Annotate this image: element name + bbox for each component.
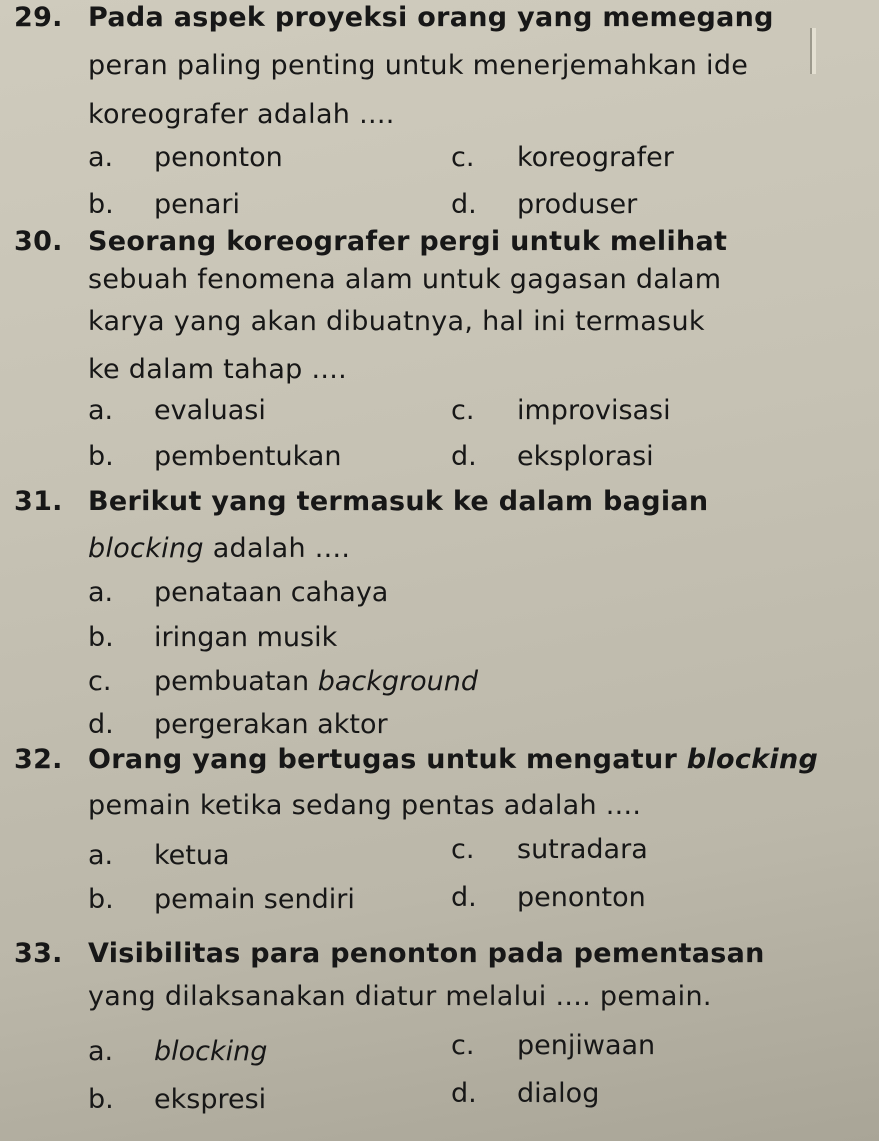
question-text-line: Berikut yang termasuk ke dalam bagian xyxy=(88,486,709,517)
question-text-line: karya yang akan dibuatnya, hal ini termasuk xyxy=(88,306,705,337)
option-d: d. penonton xyxy=(451,882,646,913)
question-text-line: Seorang koreografer pergi untuk melihat xyxy=(88,226,728,257)
option-a: a. evaluasi xyxy=(88,395,266,426)
option-b: b. iringan musik xyxy=(88,622,338,653)
question-number: 29. xyxy=(14,2,63,33)
option-c: c. pembuatan background xyxy=(88,666,478,697)
question-text-line: blocking adalah .... xyxy=(88,533,351,564)
paper-edge-mark xyxy=(810,28,816,74)
option-d: d. produser xyxy=(451,189,638,220)
option-b: b. penari xyxy=(88,189,241,220)
question-text-line: Pada aspek proyeksi orang yang memegang xyxy=(88,2,774,33)
italic-term: blocking xyxy=(686,744,819,775)
italic-term: blocking xyxy=(88,533,204,564)
option-a: a. ketua xyxy=(88,840,230,871)
question-text-line: yang dilaksanakan diatur melalui .... pemain. xyxy=(88,981,712,1012)
option-d: d. dialog xyxy=(451,1078,600,1109)
question-number: 30. xyxy=(14,226,63,257)
option-b: b. pembentukan xyxy=(88,441,342,472)
option-c: c. koreografer xyxy=(451,142,674,173)
question-text-line: pemain ketika sedang pentas adalah .... xyxy=(88,790,642,821)
option-c: c. improvisasi xyxy=(451,395,671,426)
option-d: d. pergerakan aktor xyxy=(88,709,388,740)
question-text-line: ke dalam tahap .... xyxy=(88,354,348,385)
question-text-line: Orang yang bertugas untuk mengatur xyxy=(88,744,678,775)
option-d: d. eksplorasi xyxy=(451,441,654,472)
option-a: a. penonton xyxy=(88,142,283,173)
option-c: c. sutradara xyxy=(451,834,648,865)
option-b: b. ekspresi xyxy=(88,1084,267,1115)
option-a: a. blocking xyxy=(88,1036,268,1067)
question-text-line: Visibilitas para penonton pada pementasan xyxy=(88,938,765,969)
question-number: 33. xyxy=(14,938,63,969)
question-text-line: peran paling penting untuk menerjemahkan ide xyxy=(88,50,749,81)
question-text-line: sebuah fenomena alam untuk gagasan dalam xyxy=(88,264,722,295)
question-number: 31. xyxy=(14,486,63,517)
option-a: a. penataan cahaya xyxy=(88,577,389,608)
question-number: 32. xyxy=(14,744,63,775)
option-c: c. penjiwaan xyxy=(451,1030,656,1061)
option-b: b. pemain sendiri xyxy=(88,884,355,915)
question-text-line: koreografer adalah .... xyxy=(88,99,395,130)
